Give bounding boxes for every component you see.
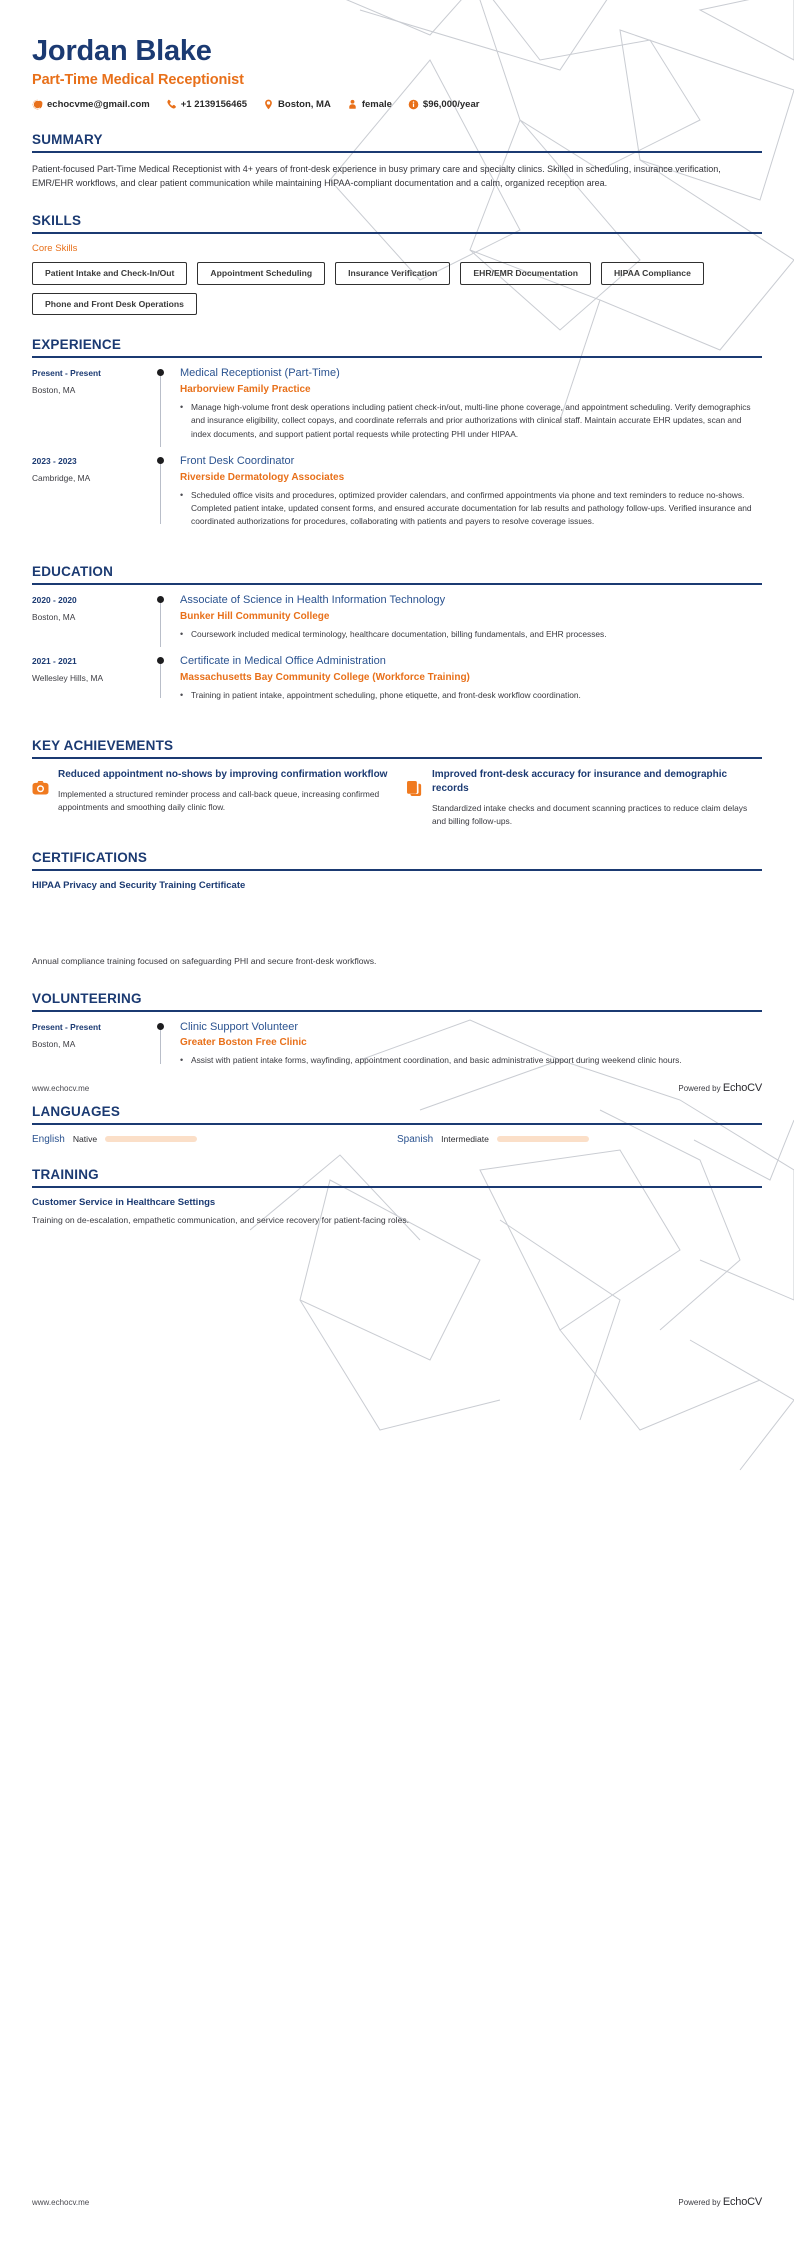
entry-institution: Bunker Hill Community College: [180, 611, 330, 623]
footer-branding: [678, 1082, 762, 1094]
entry-meta: [32, 367, 150, 395]
achievement-description: Standardized intake checks and document scanning practices to reduce claim delays and billing follow-ups.: [432, 803, 748, 827]
entry-institution: Massachusetts Bay Community College (Workforce Training): [180, 672, 470, 684]
footer-url[interactable]: www.echocv.me: [32, 1084, 90, 1093]
timeline-rail: [150, 594, 172, 643]
achievement-title: Reduced appointment no-shows by improving confirmation workflow: [58, 769, 388, 781]
section-divider: [32, 1123, 762, 1125]
section-divider: [32, 757, 762, 759]
achievement-description: Implemented a structured reminder process and call-back queue, increasing confirmed appointments and smoothing daily clinic flow.: [58, 789, 380, 813]
entry-organization: Riverside Dermatology Associates: [180, 471, 345, 483]
section-summary: [32, 132, 762, 191]
person-icon: [347, 99, 358, 110]
achievement-text: [432, 768, 762, 828]
achievement-card: [32, 768, 388, 828]
section-divider: [32, 1010, 762, 1012]
page-footer: [32, 1082, 762, 1094]
entry-body: [172, 1021, 762, 1070]
page-break-gap: [32, 891, 762, 949]
location-pin-icon: [263, 99, 274, 110]
entry-date: Present - Present: [32, 368, 101, 379]
certification-description: Annual compliance training focused on safeguarding PHI and secure front-desk workflows.: [32, 956, 377, 967]
entry-location: Boston, MA: [32, 612, 76, 623]
entry-location: Wellesley Hills, MA: [32, 673, 104, 684]
timeline-dot-icon: [157, 657, 164, 664]
timeline-dot-icon: [157, 1023, 164, 1030]
entry-date: Present - Present: [32, 1021, 101, 1032]
bullet-item: • Assist with patient intake forms, wayfinding, appointment coordination, and basic administrative support during weekend clinic hours.: [180, 1054, 762, 1067]
skill-chip: Phone and Front Desk Operations: [32, 293, 197, 316]
contact-email-value: echocvme@gmail.com: [47, 98, 150, 110]
education-entry: [32, 655, 762, 716]
section-divider: [32, 869, 762, 871]
skill-chip-list: [32, 262, 762, 315]
entry-body: [172, 455, 762, 531]
skill-chip: HIPAA Compliance: [601, 262, 704, 285]
language-item: [32, 1134, 397, 1145]
entry-location: Boston, MA: [32, 1038, 76, 1049]
echocv-logo: EchoCV: [722, 2196, 762, 2208]
language-proficiency-bar: [105, 1136, 197, 1142]
page-title: Jordan Blake: [32, 35, 212, 67]
certification-title: HIPAA Privacy and Security Training Certificate: [32, 880, 246, 892]
timeline-dot-icon: [157, 596, 164, 603]
section-heading-key-achievements: KEY ACHIEVEMENTS: [32, 738, 174, 754]
section-experience: [32, 337, 762, 542]
timeline-rail: [150, 367, 172, 443]
entry-role: Clinic Support Volunteer: [180, 1020, 299, 1033]
contact-gender-value: female: [361, 98, 392, 110]
entry-degree: Associate of Science in Health Information Technology: [180, 594, 446, 607]
entry-date: 2020 - 2020: [32, 595, 77, 606]
entry-bullets: [180, 401, 762, 441]
contact-location-value: Boston, MA: [278, 98, 331, 110]
bullet-item: • Manage high-volume front desk operations including patient check-in/out, multi-line phone coverage, and appointment scheduling. Verify demographics and insurance eligibility, collect copays, and coordinate referrals and prior authorizations with clinical staff. Maintain accurate EHR updates, scan and index documents, and support patient portal requests while protecting PHI under HIPAA.: [180, 401, 762, 441]
salary-info-icon: [408, 99, 419, 110]
section-divider: [32, 356, 762, 358]
echocv-logo: EchoCV: [722, 1082, 762, 1094]
section-heading-training: TRAINING: [32, 1166, 99, 1182]
language-level: Intermediate: [441, 1134, 489, 1145]
phone-icon: [166, 99, 177, 110]
skill-chip: Insurance Verification: [335, 262, 450, 285]
entry-bullets: [180, 489, 762, 529]
section-divider: [32, 151, 762, 153]
timeline-dot-icon: [157, 457, 164, 464]
contact-salary-value: $96,000/year: [422, 98, 480, 110]
achievement-text: [58, 768, 388, 814]
section-heading-certifications: CERTIFICATIONS: [32, 850, 148, 866]
section-heading-languages: LANGUAGES: [32, 1103, 121, 1119]
camera-aperture-icon: [32, 780, 49, 797]
training-title: Customer Service in Healthcare Settings: [32, 1196, 216, 1208]
copy-documents-icon: [406, 780, 423, 797]
training-description: Training on de-escalation, empathetic communication, and service recovery for patient-facing roles.: [32, 1214, 410, 1225]
volunteering-entry: [32, 1021, 762, 1082]
timeline-dot-icon: [157, 369, 164, 376]
section-divider: [32, 1186, 762, 1188]
footer-powered-by-label: Powered by: [678, 1084, 721, 1093]
language-item: [397, 1134, 762, 1145]
entry-degree: Certificate in Medical Office Administration: [180, 655, 386, 668]
bullet-item: • Training in patient intake, appointment scheduling, phone etiquette, and front-desk workflow coordination.: [180, 689, 762, 702]
section-heading-education: EDUCATION: [32, 564, 114, 580]
page-footer: [32, 2196, 762, 2208]
entry-role: Medical Receptionist (Part-Time): [180, 367, 340, 380]
entry-bullets: [180, 689, 762, 702]
contact-location: [263, 99, 331, 110]
section-heading-experience: EXPERIENCE: [32, 337, 122, 353]
summary-text: Patient-focused Part-Time Medical Receptionist with 4+ years of front-desk experience in busy primary care and specialty clinics. Skilled in scheduling, insurance verification, EMR/EHR workflows, and clear patient communication while maintaining HIPAA-compliant documentation and a calm, organized reception area.: [32, 163, 721, 189]
entry-body: [172, 594, 762, 643]
entry-role: Front Desk Coordinator: [180, 454, 295, 467]
entry-body: [172, 655, 762, 704]
entry-location: Boston, MA: [32, 385, 76, 396]
experience-entry: [32, 367, 762, 455]
section-volunteering: [32, 991, 762, 1082]
entry-organization: Greater Boston Free Clinic: [180, 1037, 307, 1049]
contact-row: [32, 99, 762, 110]
entry-bullets: [180, 1054, 762, 1067]
entry-date: 2021 - 2021: [32, 656, 77, 667]
contact-gender: [347, 99, 392, 110]
language-list: [32, 1134, 762, 1145]
language-name: English: [32, 1133, 65, 1145]
section-heading-volunteering: VOLUNTEERING: [32, 990, 142, 1006]
section-training: [32, 1167, 762, 1227]
contact-phone[interactable]: [166, 99, 247, 110]
section-heading-skills: SKILLS: [32, 213, 82, 229]
section-divider: [32, 232, 762, 234]
entry-meta: [32, 455, 150, 483]
section-languages: [32, 1104, 762, 1145]
timeline-rail: [150, 1021, 172, 1070]
section-heading-summary: SUMMARY: [32, 131, 103, 147]
achievement-title: Improved front-desk accuracy for insurance and demographic records: [432, 769, 728, 795]
section-skills: [32, 213, 762, 315]
education-entry: [32, 594, 762, 655]
achievement-grid: [32, 768, 762, 828]
contact-phone-value: +1 2139156465: [180, 98, 248, 110]
skill-chip: Appointment Scheduling: [197, 262, 325, 285]
timeline-rail: [150, 655, 172, 704]
skills-group-label: Core Skills: [32, 243, 78, 255]
entry-organization: Harborview Family Practice: [180, 383, 311, 395]
language-level: Native: [72, 1134, 98, 1145]
entry-date: 2023 - 2023: [32, 455, 77, 466]
skill-chip: EHR/EMR Documentation: [460, 262, 591, 285]
entry-body: [172, 367, 762, 443]
contact-salary: [408, 99, 480, 110]
footer-url[interactable]: www.echocv.me: [32, 2198, 90, 2207]
entry-meta: [32, 1021, 150, 1049]
resume-header: [32, 0, 762, 110]
experience-entry: [32, 455, 762, 543]
bullet-item: • Coursework included medical terminology, healthcare documentation, billing fundamentals, and EHR processes.: [180, 628, 762, 641]
language-proficiency-bar: [497, 1136, 589, 1142]
section-divider: [32, 583, 762, 585]
section-key-achievements: [32, 738, 762, 828]
footer-powered-by-label: Powered by: [678, 2198, 721, 2207]
email-icon: [32, 99, 43, 110]
contact-email[interactable]: [32, 99, 150, 110]
language-name: Spanish: [397, 1133, 434, 1145]
timeline-rail: [150, 455, 172, 531]
bullet-item: • Scheduled office visits and procedures, optimized provider calendars, and confirmed appointments via phone and text reminders to reduce no-shows. Completed patient intake, updated consent forms, and ensured accurate documentation for lab results and pathology follow-ups. Verified insurance and coordinated authorizations for procedures, collaborating with patients and payers to resolve coverage issues.: [180, 489, 762, 529]
footer-branding: [678, 2196, 762, 2208]
skill-chip: Patient Intake and Check-In/Out: [32, 262, 187, 285]
entry-bullets: [180, 628, 762, 641]
job-title: Part-Time Medical Receptionist: [32, 71, 244, 88]
entry-meta: [32, 655, 150, 683]
achievement-card: [406, 768, 762, 828]
entry-location: Cambridge, MA: [32, 472, 91, 483]
section-education: [32, 564, 762, 716]
section-certifications: [32, 850, 762, 968]
entry-meta: [32, 594, 150, 622]
